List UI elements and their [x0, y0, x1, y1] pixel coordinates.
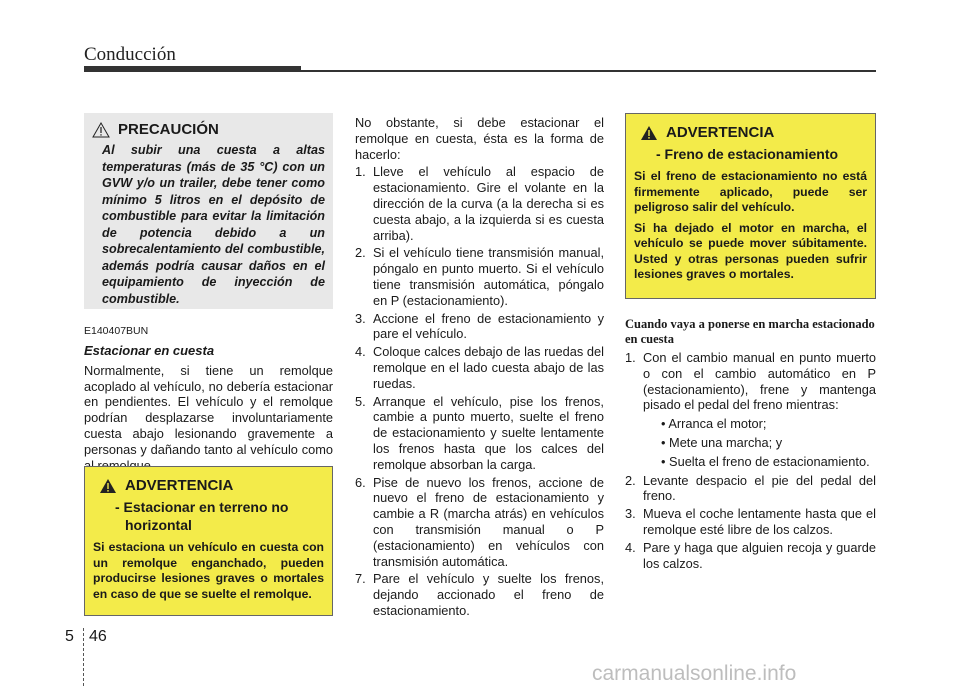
page-header-title: Conducción [84, 44, 176, 65]
warning2-text1: Si el freno de estacionamiento no está firmemente aplicado, puede ser peligroso salir del vehículo. [634, 169, 867, 214]
header-bar [84, 66, 301, 72]
warning2-title: ADVERTENCIA [666, 124, 775, 141]
warning2-text2: Si ha dejado el motor en marcha, el vehículo se puede mover súbitamente. Usted y otras personas pueden sufrir lesiones graves o mortales. [634, 220, 867, 281]
warning-box-parking-brake [625, 113, 876, 299]
list-item: 4. Coloque calces debajo de las ruedas del remolque en el lado cuesta abajo de las ruedas. [355, 344, 604, 391]
left-column [84, 325, 333, 473]
caution-text: Al subir una cuesta a altas temperaturas (más de 35 °C) con un GVW y/o un trailer, debe tener como mínimo 5 litros en el depósito de combustible para evitar la limitación de potencia debido a un sobrecalentamiento del combustible, además podría causar daños en el equipamiento de inyección de combustible. [102, 143, 325, 306]
bullet-item: • Suelta el freno de estacionamiento. [661, 453, 870, 469]
warning1-title: ADVERTENCIA [125, 477, 234, 494]
list-item: 4. Pare y haga que alguien recoja y guarde los calzos. [625, 539, 876, 571]
footer-separator [83, 628, 85, 686]
start-steps-list [625, 350, 876, 571]
list-item: 7. Pare el vehículo y suelte los frenos, dejando accionado el freno de estacionamiento. [355, 571, 604, 618]
bullet-item: • Arranca el motor; [661, 416, 767, 432]
parking-steps-list [355, 164, 604, 618]
section-code: E140407BUN [84, 325, 149, 337]
watermark: carmanualsonline.info [592, 662, 797, 685]
caution-title: PRECAUCIÓN [118, 121, 219, 138]
list-item: 3. Accione el freno de estacionamiento y pare el vehículo. [355, 310, 604, 342]
middle-column [355, 115, 604, 621]
warning1-subtitle: - Estacionar en terreno no horizontal [115, 499, 289, 533]
warning1-text: Si estaciona un vehículo en cuesta con un remolque enganchado, pueden producirse lesiones graves o mortales en caso de que se suelte el remolque. [93, 540, 324, 601]
list-item: 1. Con el cambio manual en punto muerto o con el cambio automático en P (estacionamiento), frene y mantenga pisado el pedal del freno mientras: • Arranca el motor; • Mete una marcha; y • Suelta el freno de estacionamiento. [625, 350, 876, 469]
section-intro: Normalmente, si tiene un remolque acoplado al vehículo, no debería estacionar en pendientes. El vehículo y el remolque podrían desplazarse involuntariamente cuesta abajo lesionando gravemente a personas y dañando tanto al vehículo como [84, 362, 333, 457]
chapter-number: 5 [65, 628, 74, 645]
page-number: 46 [89, 628, 107, 645]
warning1-header [99, 477, 324, 494]
warning-box-parking-slope [84, 466, 333, 616]
warning-triangle-icon [99, 478, 117, 494]
caution-box [84, 113, 333, 309]
list-item: 2. Levante despacio el pie del pedal del freno. [625, 472, 876, 504]
list-item: 5. Arranque el vehículo, pise los frenos, cambie a punto muerto, suelte el freno de estacionamiento y suelte lentamente los frenos hasta que los calces del remolque absorban la carga. [355, 393, 604, 472]
bullet-list [643, 416, 876, 469]
warning2-header [640, 124, 867, 141]
header-rule [301, 70, 876, 72]
list-item: 6. Pise de nuevo los frenos, accione de nuevo el freno de estacionamiento y cambie a R (marcha atrás) en vehículos con transmisión manual o P (estacionamiento) en vehículos con transmisión automática. [355, 474, 604, 569]
list-item: 3. Mueva el coche lentamente hasta que el remolque esté libre de los calzos. [625, 506, 876, 537]
right-column [625, 317, 876, 573]
right-heading: Cuando vaya a ponerse en marcha estacionado en cuesta [625, 317, 875, 346]
bullet-item: • Mete una marcha; y [661, 434, 783, 450]
caution-triangle-icon [92, 122, 110, 138]
list-item: 2. Si el vehículo tiene transmisión manual, póngalo en punto muerto. Si el vehículo tiene transmisión automática, póngalo en P (estacionamiento). [355, 245, 604, 308]
warning-triangle-icon [640, 125, 658, 141]
middle-intro: No obstante, si debe estacionar el remolque en cuesta, ésta es la forma de hacerlo: [355, 115, 604, 162]
list-item: 1. Lleve el vehículo al espacio de estacionamiento. Gire el volante en la dirección de la curva (a la derecha si es cuesta abajo, a la izquierda si es cuesta arriba). [355, 164, 604, 243]
caution-header [92, 121, 325, 138]
section-subtitle: Estacionar en cuesta [84, 343, 215, 358]
warning2-subtitle: - Freno de estacionamiento [656, 146, 839, 162]
